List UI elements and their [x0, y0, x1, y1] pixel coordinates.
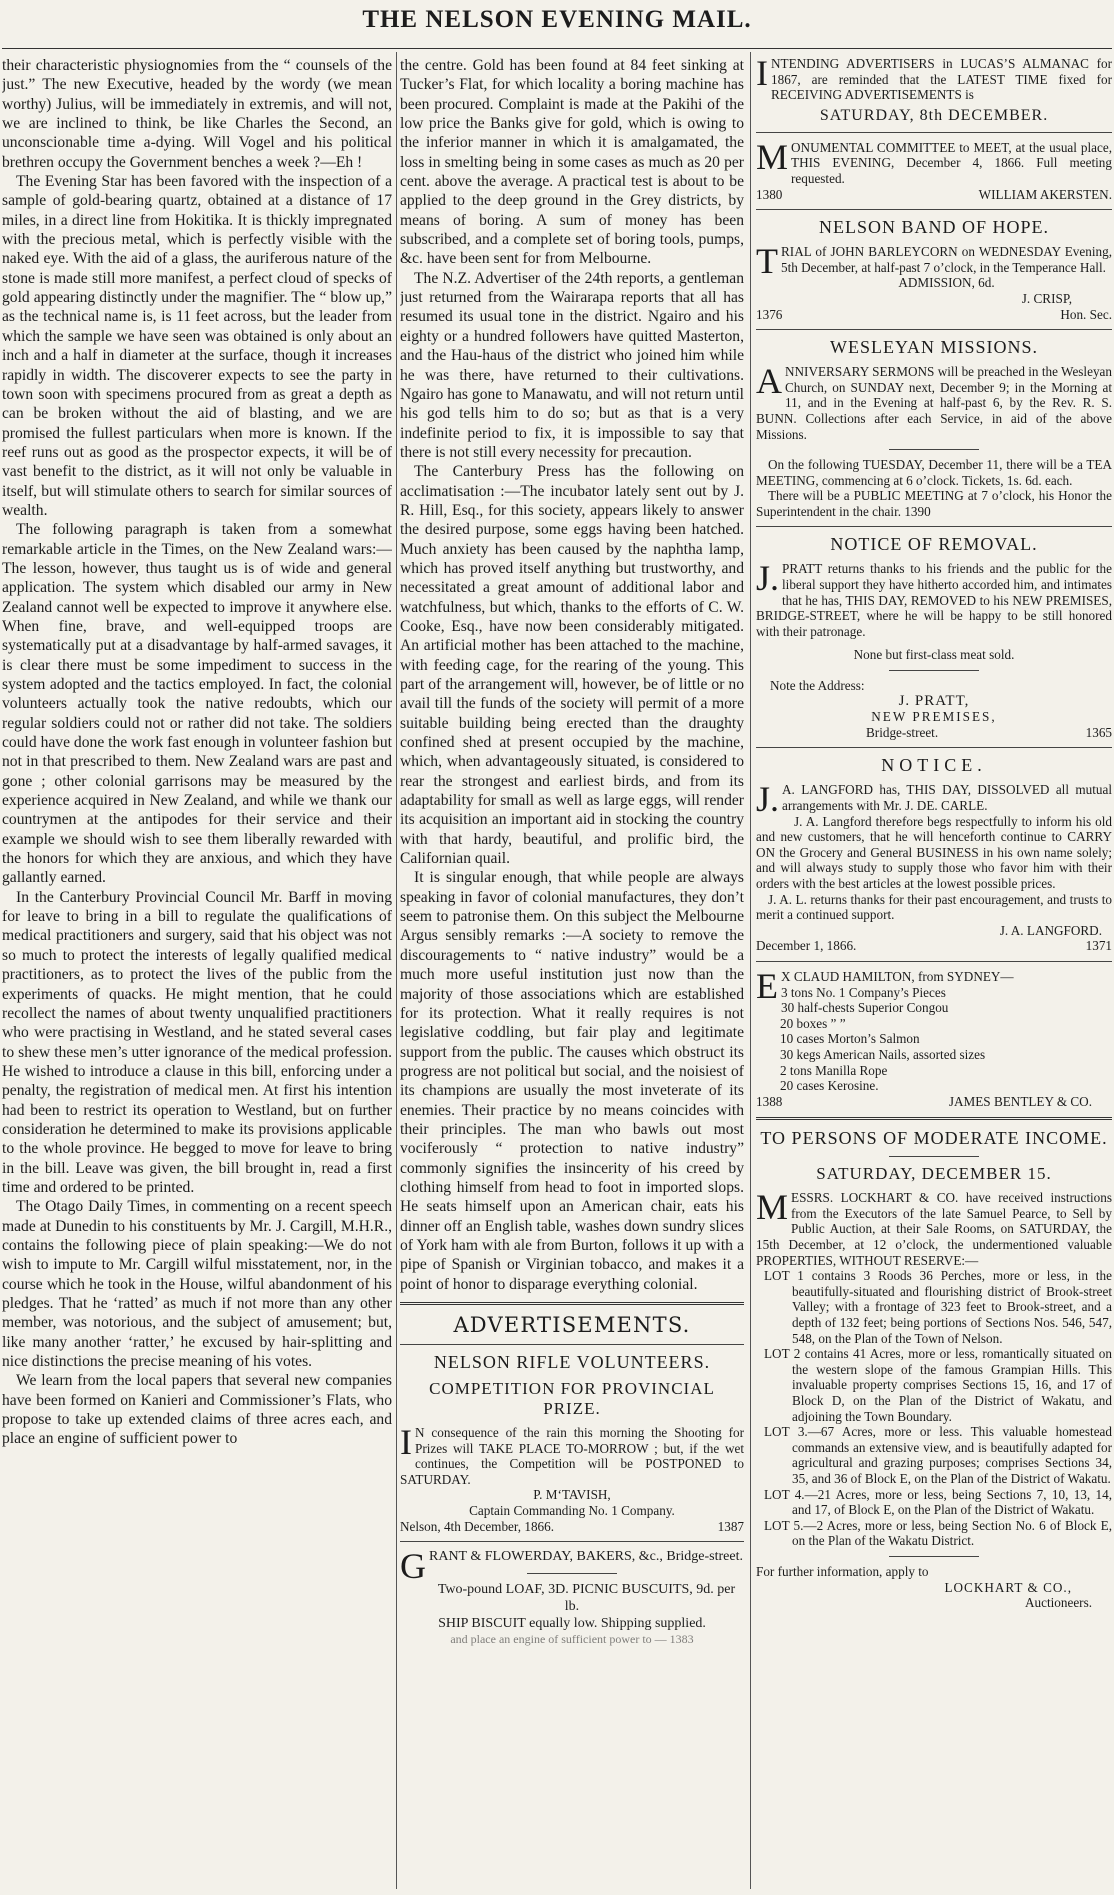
ad-number: 1387: [717, 1518, 744, 1534]
divider: [756, 329, 1112, 330]
lot-item: LOT 4.—21 Acres, more or less, being Sections 7, 10, 13, 14, and 17, of Block E, on the Plan of the District of Wakatu.: [764, 1486, 1112, 1518]
section-divider: [400, 1302, 744, 1305]
ad-body: NTENDING ADVERTISERS in LUCAS’S ALMANAC for 1867, are reminded that the LATEST TIME fixed for RECEIVING ADVERTISEMENTS is: [771, 56, 1112, 103]
ad-line: None but first-class meat sold.: [853, 647, 1015, 663]
column-3: [756, 56, 1112, 1887]
ad-heading: TO PERSONS OF MODERATE INCOME.: [760, 1128, 1108, 1149]
article-paragraph: It is singular enough, that while people are always speaking in favor of colonial manufactures, they don’t seem to patronise them. On this subject the Melbourne Argus sensibly remarks :—A society to remove the discouragements to “ native industry” would be a much more useful institution just now than the majority of those associations which are established for its protection. What it really requires is not legislative coddling, but fair play and legitimate support from the public. The causes which obstruct its progress are not political but social, and the noisiest of its champions are usually the most inveterate of its enemies. Their practice by no means coincides with their principles. The man who bawls out most vociferously “ protection to native industry” commonly signifies the insincerity of his creed by clothing himself from head to foot in imported slops. He seats himself upon an American chair, eats his dinner off an English table, washes down sundry slices of York ham with ale from Burton, follows it up with a pipe of Spanish or Virginian tobacco, and makes it a point of honor to disparage everything colonial.: [400, 869, 744, 1293]
drop-cap: J.: [756, 558, 780, 599]
divider: [889, 1156, 979, 1157]
ad-date: December 1, 1866.: [756, 938, 857, 954]
langford-notice-ad: [756, 755, 1112, 954]
rifle-volunteers-ad: [400, 1352, 744, 1534]
ad-line: and place an engine of sufficient power to — 1383: [450, 1631, 694, 1646]
ad-body: X CLAUD HAMILTON, from SYDNEY—: [781, 968, 1014, 984]
divider: [889, 449, 979, 450]
section-divider: [756, 1117, 1112, 1120]
drop-cap: A: [756, 361, 782, 402]
drop-cap: M: [756, 1187, 789, 1228]
list-item: 30 kegs American Nails, assorted sizes: [780, 1046, 986, 1062]
ad-number: 1380: [756, 186, 783, 202]
ad-signature: JAMES BENTLEY & CO.: [948, 1093, 1092, 1109]
hamilton-cargo-ad: [756, 965, 1112, 1109]
article-paragraph: The Evening Star has been favored with the inspection of a sample of gold-bearing quartz, obtained at a distance of 17 miles, in a direct line from Hokitika. It is thickly impregnated with the precious metal, which is perfectly visible with the naked eye. With the aid of a glass, the auriferous nature of the stone is made still more manifest, a perfect cloud of specks of gold appearing distinctly under the magnifier. The “ blow up,” as the technical name is, is 11 feet across, but the leader from which the sample we have seen was obtained is only about an inch and a half in diameter at the surface, though it increases rapidly in width. The discoverer expects to see the party in town soon with specimens procured from as great a depth as can be broken without the aid of blasting, and we are promised the fullest particulars when more is known. If the reef runs out as good as the prospector expects, it will be of vast benefit to the district, as it will not only be valuable in itself, but will stimulate others to search for similar sources of wealth.: [2, 173, 392, 519]
ad-subheading: COMPETITION FOR PROVINCIAL PRIZE.: [429, 1379, 715, 1418]
band-of-hope-ad: [756, 217, 1112, 322]
ad-line: Two-pound LOAF, 3D. PICNIC BUSCUITS, 9d. per lb.: [437, 1581, 736, 1614]
ad-number: 1390: [904, 503, 931, 519]
ad-body: On the following TUESDAY, December 11, there will be a TEA MEETING, commencing at 6 o’clock. Tickets, 1s. 6d. each.: [756, 457, 1112, 488]
ad-title: Captain Commanding No. 1 Company.: [469, 1502, 675, 1518]
ad-line: SHIP BISCUIT equally low. Shipping supplied.: [438, 1615, 706, 1631]
ad-heading: NELSON BAND OF HOPE.: [818, 217, 1049, 238]
lot-item: LOT 2 contains 41 Acres, more or less, romantically situated on the western slope of the famous Grampian Hills. This invaluable property comprises Sections 15, 16, and 17 of Block D, on the Plan of the District of Wakatu, and adjoining the Town Boundary.: [764, 1346, 1112, 1424]
divider: [400, 1344, 744, 1345]
article-paragraph: In the Canterbury Provincial Council Mr. Barff in moving for leave to bring in a bill to regulate the qualifications of medical practitioners and surgery, said that his object was not so much to protect the interests of legally qualified medical practitioners, as to protect the lives of the public from the experiments of quacks. He might mention, that he could recollect the names of about twenty unqualified practitioners who were practising in Westland, and he stated several cases to shew these men’s utter ignorance of the medical profession. He wished to introduce a clause in this bill, enforcing under a penalty, the registration of medical men. At first his intention had been to restrict its operation to Westland, but on further consideration he determined to make its provisions applicable to the whole province. He begged to move for leave to bring in the bill. Leave was given, the bill brought in, read a first time and ordered to be printed.: [2, 888, 392, 1196]
ad-signature: WILLIAM AKERSTEN.: [978, 186, 1112, 202]
ad-number: 1365: [1085, 724, 1112, 740]
article-paragraph: We learn from the local papers that several new companies have been formed on Kanieri and Commissioner’s Flats, who propose to take up extended claims of three acres each, and place an engine of sufficient power to: [2, 1372, 392, 1448]
drop-cap: E: [756, 965, 778, 1006]
ad-body: RIAL of JOHN BARLEYCORN on WEDNESDAY Evening, 5th December, at half-past 7 o’clock, in the Temperance Hall.: [781, 244, 1112, 275]
divider: [400, 1541, 744, 1542]
monumental-ad: [756, 136, 1112, 202]
ad-line: Note the Address:: [770, 678, 865, 694]
advertisements-heading: ADVERTISEMENTS.: [453, 1313, 691, 1337]
masthead-title: THE NELSON EVENING MAIL.: [362, 6, 752, 33]
almanac-ad: [756, 56, 1112, 125]
drop-cap: M: [756, 136, 789, 177]
article-paragraph: The N.Z. Advertiser of the 24th reports, a gentleman just returned from the Wairarapa reports that all has resumed its usual tone in the district. Ngairo and his eighty or a hundred followers have quitted Masterton, and the Hau-haus of the district who joined him while he was there, have returned to their cultivations. Ngairo has gone to Manawatu, and will not return until his god tells him to do so; but as that is a very indefinite period to fix, it is impossible to say that there is not still every necessity for precaution.: [400, 269, 744, 461]
article-paragraph: The following paragraph is taken from a somewhat remarkable article in the Times, on the New Zealand wars:—The lesson, however, thus taught us is of wide and general application. The system which disabled our army in New Zealand cannot well be expected to improve it anywhere else. When fine, brave, and well-equipped troops are systematically put at a disadvantage by half-armed savages, it is clear there must be some impediment to success in the system adopted and the tactics employed. In fact, the colonial volunteers actually took the native redoubts, which our regular soldiers could not or rather did not take. The soldiers could have done the work fast enough in volunteer fashion but not in that prescribed to them. New Zealand wars are past and gone ; other colonial garrisons may be measured by the experience acquired in New Zealand, and while we thank our countrymen at the antipodes for their service and their example we should wish to see them liberally rewarded with the honors for which they are anxious, and which they have gallantly earned.: [2, 521, 392, 887]
ad-body: There will be a PUBLIC MEETING at 7 o’clock, his Honor the Superintendent in the chair.: [756, 488, 1112, 519]
ad-heading: NOTICE.: [881, 755, 987, 776]
ad-date: Nelson, 4th December, 1866.: [400, 1518, 555, 1534]
list-item: 2 tons Manilla Rope: [780, 1062, 888, 1078]
ad-number: 1388: [756, 1093, 783, 1109]
ad-body: J. A. L. returns thanks for their past encouragement, and trusts to merit a continued support.: [756, 891, 1112, 923]
ad-body: ESSRS. LOCKHART & CO. have received instructions from the Executors of the late Samuel Pearce, to Sell by Public Auction, at their Sale Rooms, on SATURDAY, the 15th December, at 12 o’clock, the undermentioned valuable PROPERTIES, WITHOUT RESERVE:—: [756, 1190, 1112, 1268]
drop-cap: J.: [756, 779, 780, 820]
ad-number: 1376: [756, 306, 783, 322]
article-paragraph: The Otago Daily Times, in commenting on a recent speech made at Dunedin to his constituents by Mr. J. Cargill, M.H.R., contains the following piece of plain speaking:—We do not wish to impute to Mr. Cargill wilful misstatement, nor, in the course which he took in the House, wilful abandonment of his pledges. That he ‘ratted’ as much if not more than any other member, was notorious, and the subject of amusement; but, like many another ‘ratter,’ he excused by hair-splitting and nice distinctions the precise meaning of his votes.: [2, 1198, 392, 1371]
list-item: 20 boxes ” ”: [780, 1015, 846, 1031]
ad-number: 1371: [1085, 938, 1112, 954]
drop-cap: G: [400, 1546, 426, 1587]
lot-item: LOT 3.—67 Acres, more or less. This valuable homestead commands an extensive view, and is beautifully adapted for agricultural and grazing purposes; comprises Sections 34, 35, and 36 of Block E, on the Plan of the District of Wakatu.: [764, 1424, 1112, 1486]
divider: [889, 1556, 979, 1557]
ad-body: PRATT returns thanks to his friends and the public for the liberal support they have hitherto accorded him, and intimates that he has, THIS DAY, REMOVED to his NEW PREMISES, BRIDGE-STREET, where he will be happy to be still honored with their patronage.: [756, 561, 1112, 639]
ad-signature: J. PRATT,: [898, 692, 970, 709]
ad-signature: J. CRISP,: [1021, 290, 1072, 306]
divider: [756, 747, 1112, 748]
ad-title: Hon. Sec.: [1060, 306, 1112, 322]
drop-cap: I: [400, 1422, 412, 1462]
ad-title: Auctioneers.: [1024, 1595, 1092, 1611]
article-paragraph: The Canterbury Press has the following on acclimatisation :—The incubator lately sent out by J. R. Hill, Esq., for this society, appears likely to answer the desired purpose, some eggs having been hatched. Much anxiety has been caused by the naphtha lamp, which has proved itself anything but trustworthy, and necessitated a great amount of additional labor and watchfulness, but which, thanks to the efforts of C. W. Cooke, Esq., have now been considerably mitigated. An artificial mother has been attached to the machine, with feeding cage, for the rearing of the young. This part of the arrangement will, however, be of little or no avail till the funds of the society will permit of a more suitable building being erected than the draughty confined shed at present occupied by the machine, which, when advantageously situated, is considered to rear the strongest and earliest birds, and from its adaptability for small as well as large eggs, will render its acquisition an important aid in stocking the country with that hardy, beautiful, and prolific bird, the Californian quail.: [400, 463, 744, 868]
lot-item: LOT 5.—2 Acres, more or less, being Section No. 6 of Block E, on the Plan of the Wakatu District.: [764, 1517, 1112, 1549]
list-item: 30 half-chests Superior Congou: [781, 1000, 949, 1016]
column-1: [2, 56, 392, 1887]
column-rule: [750, 52, 751, 1889]
removal-ad: [756, 534, 1112, 740]
ad-line: NEW PREMISES,: [871, 709, 997, 725]
ad-body: N consequence of the rain this morning the Shooting for Prizes will TAKE PLACE TO-MORROW ; but, if the wet continues, the Competition will be POSTPONED to SATURDAY.: [400, 1425, 744, 1487]
ad-date: SATURDAY, 8th DECEMBER.: [819, 106, 1049, 124]
ad-admission: ADMISSION, 6d.: [898, 275, 995, 291]
wesleyan-ad: [756, 337, 1112, 519]
drop-cap: I: [756, 56, 768, 93]
ad-heading: WESLEYAN MISSIONS.: [829, 337, 1038, 358]
ad-heading: NOTICE OF REMOVAL.: [830, 534, 1038, 555]
masthead-rule: [2, 48, 1112, 49]
column-rule: [396, 52, 397, 1889]
divider: [756, 961, 1112, 962]
ad-line: Bridge-street.: [866, 724, 939, 740]
article-paragraph: their characteristic physiognomies from the “ counsels of the just.” The new Executive, headed by the wordy (we mean worthy) Julius, will be immediately in extremis, and will not, we are inclined to think, be like Charles the Second, an unconscionable time a-dying. Will Vogel and his political brethren occupy the Government benches a week ?—Eh !: [2, 57, 392, 171]
bakers-ad: [400, 1546, 744, 1647]
divider: [756, 526, 1112, 527]
auction-sale-ad: [756, 1128, 1112, 1610]
column-2: [400, 56, 744, 1887]
ad-signature: J. A. LANGFORD.: [999, 922, 1102, 938]
ad-signature: P. M‘TAVISH,: [533, 1487, 611, 1503]
ad-heading: NELSON RIFLE VOLUNTEERS.: [433, 1352, 711, 1372]
drop-cap: T: [756, 241, 778, 282]
ad-date: SATURDAY, DECEMBER 15.: [816, 1164, 1052, 1184]
ad-body: RANT & FLOWERDAY, BAKERS, &c., Bridge-street.: [429, 1549, 743, 1565]
ad-signature: LOCKHART & CO.,: [944, 1579, 1072, 1595]
lot-item: LOT 1 contains 3 Roods 36 Perches, more or less, in the beautifully-situated and flourishing district of Brook-street Valley; with a frontage of 323 feet to Brook-street, and a depth of 132 feet; being portions of Sections Nos. 546, 547, 548, on the Plan of the Town of Nelson.: [764, 1268, 1112, 1346]
list-item: 20 cases Kerosine.: [780, 1078, 879, 1094]
ad-line: For further information, apply to: [756, 1563, 929, 1579]
divider: [756, 209, 1112, 210]
ad-body: ONUMENTAL COMMITTEE to MEET, at the usual place, THIS EVENING, December 4, 1866. Full meeting requested.: [791, 139, 1112, 186]
ad-body: A. LANGFORD has, THIS DAY, DISSOLVED all mutual arrangements with Mr. J. DE. CARLE.: [782, 782, 1112, 813]
list-item: 3 tons No. 1 Company’s Pieces: [781, 984, 946, 1000]
ad-body: J. A. Langford therefore begs respectfully to inform his old and new customers, that he will henceforth continue to CARRY ON the Grocery and General BUSINESS in his own name solely; and will always study to supply those who favor him with their orders with the best articles at the lowest possible prices.: [756, 813, 1112, 891]
divider: [527, 1573, 617, 1574]
list-item: 10 cases Morton’s Salmon: [780, 1031, 920, 1047]
divider: [889, 670, 979, 671]
ad-body: NNIVERSARY SERMONS will be preached in the Wesleyan Church, on SUNDAY next, December 9; in the Morning at 11, and in the Evening at half-past 6, by the Rev. R. S. BUNN. Collections after each Service, in aid of the above Missions.: [756, 364, 1112, 442]
article-paragraph: the centre. Gold has been found at 84 feet sinking at Tucker’s Flat, for which locality a boring machine has been procured. Complaint is made at the Pakihi of the low price the Banks give for gold, which is owing to the inferior manner in which it is amalgamated, the loss in smelting being in some cases as much as 20 per cent. above the average. A practical test is about to be applied to the deep ground in the Grey districts, by means of boring. A sum of money has been subscribed, and a complete set of boring tools, pumps, &c. have been sent for from Melbourne.: [400, 57, 744, 268]
divider: [756, 132, 1112, 133]
